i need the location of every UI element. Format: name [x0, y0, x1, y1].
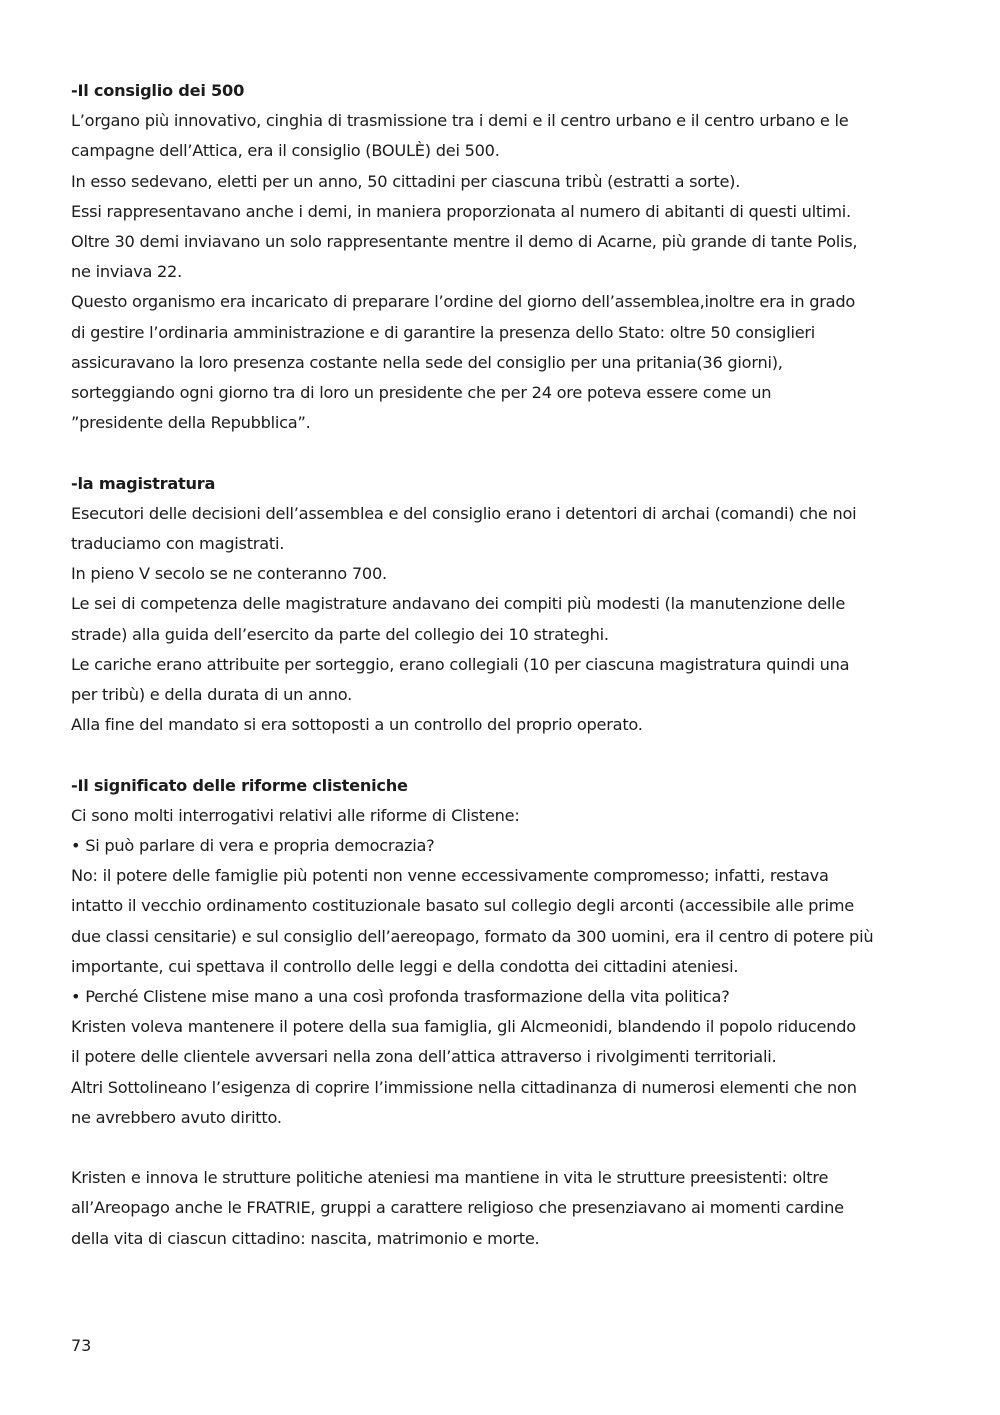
paragraph-line: assicuravano la loro presenza costante nella sede del consiglio per una pritania(36 giorni), — [71, 352, 783, 372]
blank-line — [71, 438, 941, 468]
paragraph-line: due classi censitarie) e sul consiglio dell’aereopago, formato da 300 uomini, era il centro di potere più — [71, 926, 874, 946]
paragraph-line: intatto il vecchio ordinamento costituzionale basato sul collegio degli arconti (accessibile alle prime — [71, 896, 854, 916]
paragraph-line: ”presidente della Repubblica”. — [71, 413, 311, 433]
blank-line — [71, 1133, 941, 1163]
paragraph-line: all’Areopago anche le FRATRIE, gruppi a carattere religioso che presenziavano ai momenti cardine — [71, 1198, 844, 1218]
section-heading-magistratura: -la magistratura — [71, 473, 216, 493]
paragraph-line: Ci sono molti interrogativi relativi alle riforme di Clistene: — [71, 805, 520, 825]
paragraph-line: della vita di ciascun cittadino: nascita, matrimonio e morte. — [71, 1228, 540, 1248]
paragraph-line: di gestire l’ordinaria amministrazione e di garantire la presenza dello Stato: oltre 50 consiglieri — [71, 322, 816, 342]
paragraph-line: per tribù) e della durata di un anno. — [71, 685, 352, 705]
paragraph-line: il potere delle clientele avversari nella zona dell’attica attraverso i rivolgimenti territoriali. — [71, 1047, 777, 1067]
paragraph-line: campagne dell’Attica, era il consiglio (BOULÈ) dei 500. — [71, 141, 500, 161]
bullet-question: • Si può parlare di vera e propria democrazia? — [71, 836, 435, 856]
paragraph-line: Kristen voleva mantenere il potere della sua famiglia, gli Alcmeonidi, blandendo il popolo riducendo — [71, 1017, 856, 1037]
paragraph-line: ne avrebbero avuto diritto. — [71, 1107, 282, 1127]
paragraph-line: Oltre 30 demi inviavano un solo rappresentante mentre il demo di Acarne, più grande di tante Polis, — [71, 232, 858, 252]
paragraph-line: sorteggiando ogni giorno tra di loro un presidente che per 24 ore poteva essere come un — [71, 383, 772, 403]
paragraph-line: Le cariche erano attribuite per sorteggio, erano collegiali (10 per ciascuna magistratura quindi una — [71, 654, 850, 674]
paragraph-line: Altri Sottolineano l’esigenza di coprire l’immissione nella cittadinanza di numerosi elementi che non — [71, 1077, 857, 1097]
paragraph-line: ne inviava 22. — [71, 262, 183, 282]
paragraph-line: L’organo più innovativo, cinghia di trasmissione tra i demi e il centro urbano e il centro urbano e le — [71, 111, 849, 131]
paragraph-line: Kristen e innova le strutture politiche ateniesi ma mantiene in vita le strutture preesistenti: oltre — [71, 1168, 829, 1188]
paragraph-line: In pieno V secolo se ne conteranno 700. — [71, 564, 387, 584]
paragraph-line: importante, cui spettava il controllo delle leggi e della condotta dei cittadini ateniesi. — [71, 956, 739, 976]
page-number: 73 — [71, 1336, 92, 1355]
page-body — [71, 76, 941, 1254]
section-heading-riforme: -Il significato delle riforme clisteniche — [71, 775, 408, 795]
paragraph-line: Esecutori delle decisioni dell’assemblea e del consiglio erano i detentori di archai (comandi) che noi — [71, 503, 857, 523]
bullet-question: • Perché Clistene mise mano a una così profonda trasformazione della vita politica? — [71, 987, 730, 1007]
section-heading-consiglio: -Il consiglio dei 500 — [71, 81, 245, 100]
paragraph-line: Essi rappresentavano anche i demi, in maniera proporzionata al numero di abitanti di questi ultimi. — [71, 201, 851, 221]
paragraph-line: traduciamo con magistrati. — [71, 534, 285, 554]
blank-line — [71, 740, 941, 770]
paragraph-line: Alla fine del mandato si era sottoposti a un controllo del proprio operato. — [71, 715, 643, 735]
paragraph-line: Le sei di competenza delle magistrature andavano dei compiti più modesti (la manutenzione delle — [71, 594, 846, 614]
paragraph-line: strade) alla guida dell’esercito da parte del collegio dei 10 strateghi. — [71, 624, 609, 644]
paragraph-line: No: il potere delle famiglie più potenti non venne eccessivamente compromesso; infatti, restava — [71, 866, 829, 886]
paragraph-line: In esso sedevano, eletti per un anno, 50 cittadini per ciascuna tribù (estratti a sorte). — [71, 171, 741, 191]
paragraph-line: Questo organismo era incaricato di preparare l’ordine del giorno dell’assemblea,inoltre era in grado — [71, 292, 856, 312]
